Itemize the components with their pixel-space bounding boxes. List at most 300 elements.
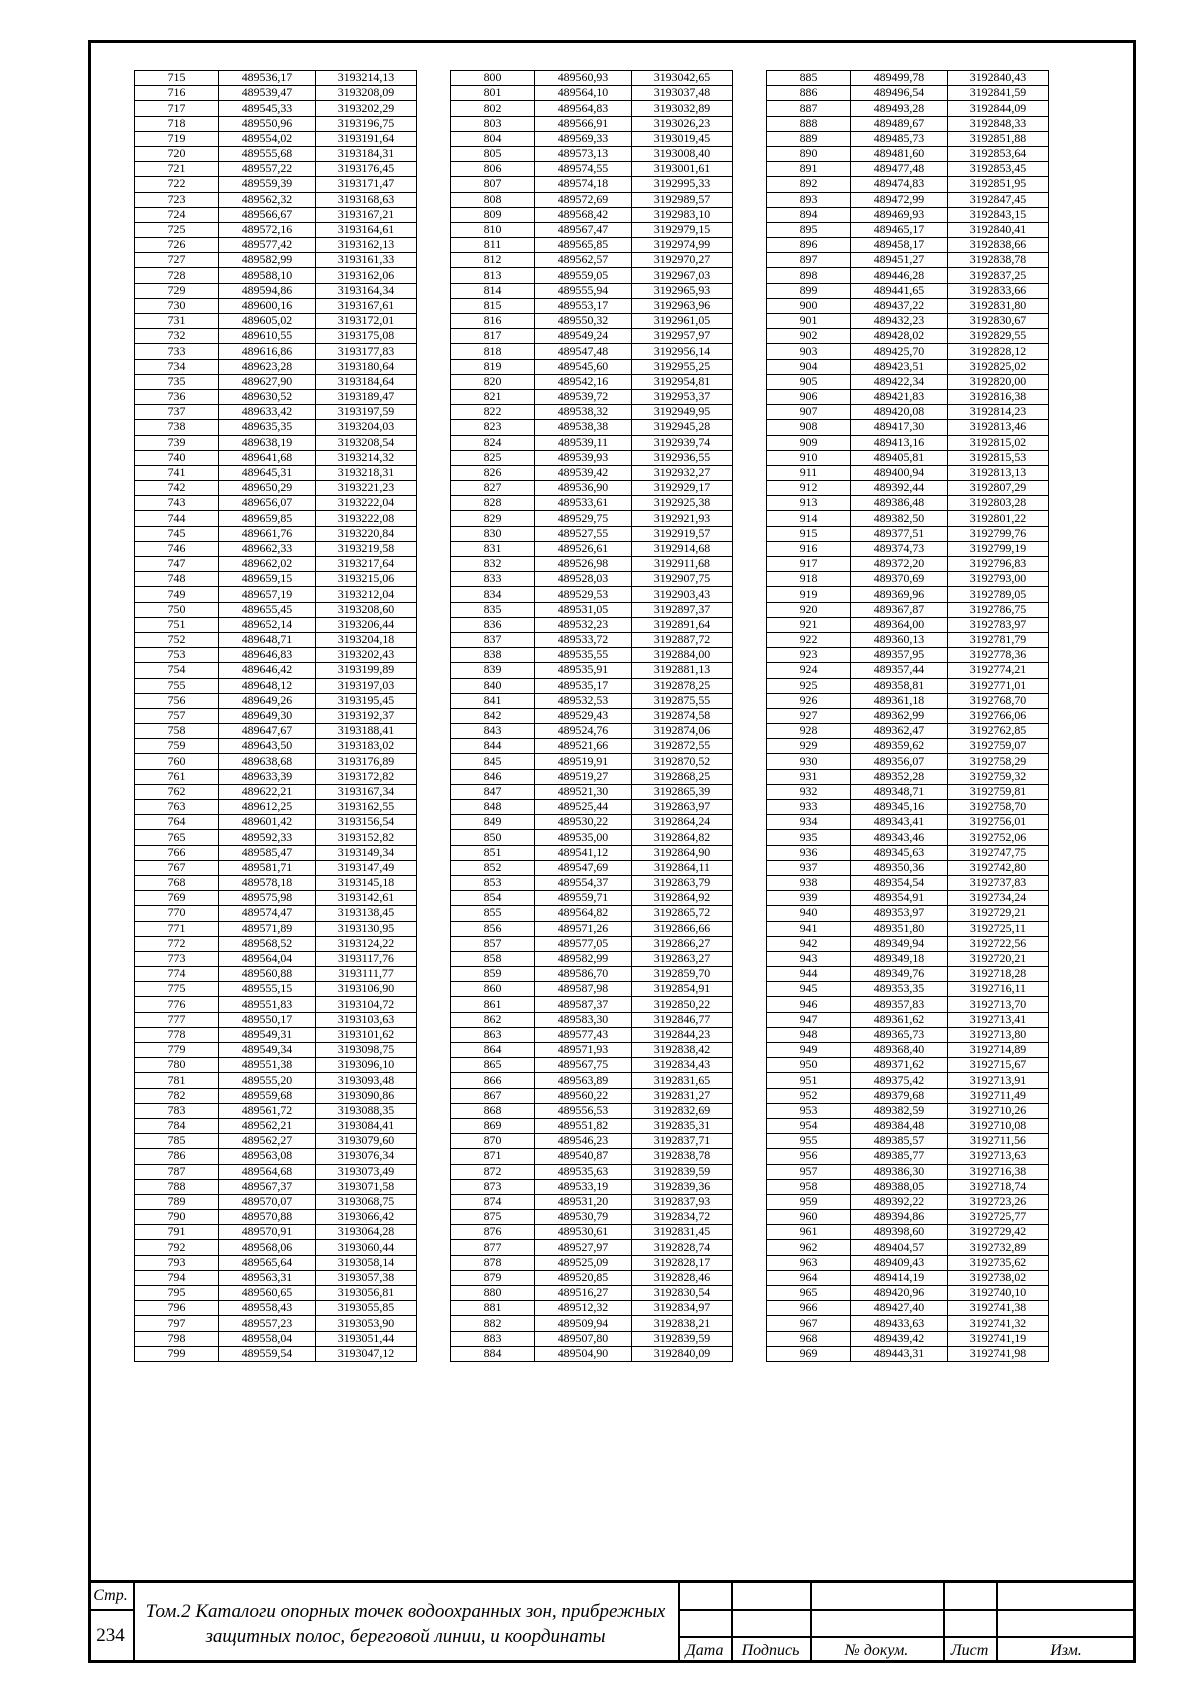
point-number: 880 xyxy=(451,1286,535,1301)
point-number: 967 xyxy=(767,1316,851,1331)
point-number: 741 xyxy=(135,465,219,480)
y-coordinate: 3192953,37 xyxy=(632,389,733,404)
point-number: 932 xyxy=(767,784,851,799)
y-coordinate: 3192713,70 xyxy=(948,997,1049,1012)
y-coordinate: 3193184,31 xyxy=(316,146,417,161)
x-coordinate: 489421,83 xyxy=(851,389,948,404)
table-row xyxy=(767,800,1049,815)
x-coordinate: 489550,17 xyxy=(219,1012,316,1027)
y-coordinate: 3192967,03 xyxy=(632,268,733,283)
x-coordinate: 489547,69 xyxy=(535,860,632,875)
x-coordinate: 489571,89 xyxy=(219,921,316,936)
y-coordinate: 3192713,63 xyxy=(948,1149,1049,1164)
y-coordinate: 3192907,75 xyxy=(632,572,733,587)
y-coordinate: 3193202,29 xyxy=(316,101,417,116)
table-row xyxy=(135,1255,417,1270)
table-row xyxy=(451,481,733,496)
x-coordinate: 489365,73 xyxy=(851,1027,948,1042)
point-number: 727 xyxy=(135,253,219,268)
point-number: 779 xyxy=(135,1043,219,1058)
x-coordinate: 489585,47 xyxy=(219,845,316,860)
table-row xyxy=(135,860,417,875)
y-coordinate: 3192864,24 xyxy=(632,815,733,830)
point-number: 801 xyxy=(451,86,535,101)
y-coordinate: 3192786,75 xyxy=(948,602,1049,617)
point-number: 944 xyxy=(767,967,851,982)
y-coordinate: 3193172,82 xyxy=(316,769,417,784)
point-number: 898 xyxy=(767,268,851,283)
y-coordinate: 3192825,02 xyxy=(948,359,1049,374)
x-coordinate: 489535,55 xyxy=(535,648,632,663)
point-number: 926 xyxy=(767,693,851,708)
point-number: 814 xyxy=(451,283,535,298)
x-coordinate: 489556,53 xyxy=(535,1103,632,1118)
point-number: 802 xyxy=(451,101,535,116)
y-coordinate: 3192830,67 xyxy=(948,314,1049,329)
y-coordinate: 3193051,44 xyxy=(316,1331,417,1346)
y-coordinate: 3192844,09 xyxy=(948,101,1049,116)
x-coordinate: 489392,44 xyxy=(851,481,948,496)
y-coordinate: 3192954,81 xyxy=(632,374,733,389)
table-row xyxy=(135,769,417,784)
point-number: 907 xyxy=(767,405,851,420)
point-number: 925 xyxy=(767,678,851,693)
x-coordinate: 489477,48 xyxy=(851,162,948,177)
table-row xyxy=(135,967,417,982)
y-coordinate: 3193217,64 xyxy=(316,557,417,572)
y-coordinate: 3192847,45 xyxy=(948,192,1049,207)
point-number: 875 xyxy=(451,1210,535,1225)
point-number: 803 xyxy=(451,116,535,131)
y-coordinate: 3192734,24 xyxy=(948,891,1049,906)
y-coordinate: 3193047,12 xyxy=(316,1346,417,1361)
y-coordinate: 3192864,90 xyxy=(632,845,733,860)
y-coordinate: 3193060,44 xyxy=(316,1240,417,1255)
x-coordinate: 489570,88 xyxy=(219,1210,316,1225)
y-coordinate: 3192713,41 xyxy=(948,1012,1049,1027)
point-number: 812 xyxy=(451,253,535,268)
y-coordinate: 3193189,47 xyxy=(316,389,417,404)
x-coordinate: 489474,83 xyxy=(851,177,948,192)
x-coordinate: 489572,69 xyxy=(535,192,632,207)
table-row xyxy=(767,1118,1049,1133)
x-coordinate: 489529,75 xyxy=(535,511,632,526)
point-number: 897 xyxy=(767,253,851,268)
table-row xyxy=(767,329,1049,344)
point-number: 787 xyxy=(135,1164,219,1179)
y-coordinate: 3192983,10 xyxy=(632,207,733,222)
y-coordinate: 3192799,19 xyxy=(948,541,1049,556)
point-number: 794 xyxy=(135,1270,219,1285)
x-coordinate: 489343,41 xyxy=(851,815,948,830)
table-row xyxy=(767,496,1049,511)
x-coordinate: 489569,33 xyxy=(535,131,632,146)
y-coordinate: 3193208,60 xyxy=(316,602,417,617)
x-coordinate: 489535,91 xyxy=(535,663,632,678)
y-coordinate: 3193219,58 xyxy=(316,541,417,556)
y-coordinate: 3193199,89 xyxy=(316,663,417,678)
x-coordinate: 489536,17 xyxy=(219,71,316,86)
table-row xyxy=(135,587,417,602)
point-number: 949 xyxy=(767,1043,851,1058)
x-coordinate: 489509,94 xyxy=(535,1316,632,1331)
y-coordinate: 3192974,99 xyxy=(632,238,733,253)
point-number: 948 xyxy=(767,1027,851,1042)
point-number: 738 xyxy=(135,420,219,435)
y-coordinate: 3192863,27 xyxy=(632,951,733,966)
point-number: 753 xyxy=(135,648,219,663)
y-coordinate: 3192878,25 xyxy=(632,678,733,693)
y-coordinate: 3193008,40 xyxy=(632,146,733,161)
point-number: 789 xyxy=(135,1194,219,1209)
point-number: 887 xyxy=(767,101,851,116)
point-number: 807 xyxy=(451,177,535,192)
y-coordinate: 3192830,54 xyxy=(632,1286,733,1301)
table-row xyxy=(135,1027,417,1042)
point-number: 890 xyxy=(767,146,851,161)
y-coordinate: 3193192,37 xyxy=(316,708,417,723)
point-number: 792 xyxy=(135,1240,219,1255)
point-number: 840 xyxy=(451,678,535,693)
table-row xyxy=(451,465,733,480)
table-row xyxy=(135,162,417,177)
point-number: 847 xyxy=(451,784,535,799)
y-coordinate: 3192864,11 xyxy=(632,860,733,875)
table-row xyxy=(451,344,733,359)
table-row xyxy=(451,1027,733,1042)
table-row xyxy=(451,875,733,890)
y-coordinate: 3192834,43 xyxy=(632,1058,733,1073)
y-coordinate: 3193206,44 xyxy=(316,617,417,632)
table-row xyxy=(135,329,417,344)
point-number: 799 xyxy=(135,1346,219,1361)
date-column-label: Дата xyxy=(685,1642,724,1659)
x-coordinate: 489357,83 xyxy=(851,997,948,1012)
point-number: 791 xyxy=(135,1225,219,1240)
table-row xyxy=(451,450,733,465)
point-number: 846 xyxy=(451,769,535,784)
table-row xyxy=(135,207,417,222)
y-coordinate: 3192919,57 xyxy=(632,526,733,541)
table-row xyxy=(451,253,733,268)
table-row xyxy=(135,602,417,617)
y-coordinate: 3192897,37 xyxy=(632,602,733,617)
x-coordinate: 489577,05 xyxy=(535,936,632,951)
x-coordinate: 489524,76 xyxy=(535,724,632,739)
point-number: 835 xyxy=(451,602,535,617)
point-number: 826 xyxy=(451,465,535,480)
point-number: 751 xyxy=(135,617,219,632)
x-coordinate: 489367,87 xyxy=(851,602,948,617)
y-coordinate: 3192875,55 xyxy=(632,693,733,708)
x-coordinate: 489562,27 xyxy=(219,1134,316,1149)
table-row xyxy=(451,541,733,556)
point-number: 817 xyxy=(451,329,535,344)
point-number: 748 xyxy=(135,572,219,587)
point-number: 896 xyxy=(767,238,851,253)
point-number: 749 xyxy=(135,587,219,602)
point-number: 871 xyxy=(451,1149,535,1164)
y-coordinate: 3193167,34 xyxy=(316,784,417,799)
table-row xyxy=(451,1225,733,1240)
point-number: 951 xyxy=(767,1073,851,1088)
x-coordinate: 489532,23 xyxy=(535,617,632,632)
x-coordinate: 489557,22 xyxy=(219,162,316,177)
point-number: 943 xyxy=(767,951,851,966)
x-coordinate: 489496,54 xyxy=(851,86,948,101)
point-number: 790 xyxy=(135,1210,219,1225)
y-coordinate: 3192738,02 xyxy=(948,1270,1049,1285)
x-coordinate: 489560,65 xyxy=(219,1286,316,1301)
y-coordinate: 3192756,01 xyxy=(948,815,1049,830)
table-row xyxy=(135,541,417,556)
x-coordinate: 489362,99 xyxy=(851,708,948,723)
y-coordinate: 3192911,68 xyxy=(632,557,733,572)
x-coordinate: 489472,99 xyxy=(851,192,948,207)
table-row xyxy=(451,1270,733,1285)
table-row xyxy=(135,222,417,237)
point-number: 849 xyxy=(451,815,535,830)
y-coordinate: 3193079,60 xyxy=(316,1134,417,1149)
x-coordinate: 489550,96 xyxy=(219,116,316,131)
point-number: 729 xyxy=(135,283,219,298)
y-coordinate: 3193164,34 xyxy=(316,283,417,298)
point-number: 831 xyxy=(451,541,535,556)
point-number: 921 xyxy=(767,617,851,632)
table-row xyxy=(451,602,733,617)
x-coordinate: 489564,68 xyxy=(219,1164,316,1179)
y-coordinate: 3193042,65 xyxy=(632,71,733,86)
point-number: 856 xyxy=(451,921,535,936)
table-row xyxy=(451,526,733,541)
x-coordinate: 489545,60 xyxy=(535,359,632,374)
y-coordinate: 3193168,63 xyxy=(316,192,417,207)
x-coordinate: 489555,15 xyxy=(219,982,316,997)
table-row xyxy=(767,754,1049,769)
table-row xyxy=(451,906,733,921)
table-row xyxy=(767,253,1049,268)
x-coordinate: 489571,26 xyxy=(535,921,632,936)
table-row xyxy=(135,891,417,906)
table-row xyxy=(451,329,733,344)
point-number: 750 xyxy=(135,602,219,617)
x-coordinate: 489655,45 xyxy=(219,602,316,617)
table-row xyxy=(135,1103,417,1118)
x-coordinate: 489536,90 xyxy=(535,481,632,496)
y-coordinate: 3193019,45 xyxy=(632,131,733,146)
point-number: 719 xyxy=(135,131,219,146)
point-number: 768 xyxy=(135,875,219,890)
y-coordinate: 3193068,75 xyxy=(316,1194,417,1209)
x-coordinate: 489555,94 xyxy=(535,283,632,298)
y-coordinate: 3193076,34 xyxy=(316,1149,417,1164)
point-number: 885 xyxy=(767,71,851,86)
table-row xyxy=(451,146,733,161)
x-coordinate: 489574,55 xyxy=(535,162,632,177)
point-number: 740 xyxy=(135,450,219,465)
x-coordinate: 489539,11 xyxy=(535,435,632,450)
x-coordinate: 489529,53 xyxy=(535,587,632,602)
y-coordinate: 3192831,65 xyxy=(632,1073,733,1088)
x-coordinate: 489627,90 xyxy=(219,374,316,389)
y-coordinate: 3192793,00 xyxy=(948,572,1049,587)
x-coordinate: 489578,18 xyxy=(219,875,316,890)
x-coordinate: 489647,67 xyxy=(219,724,316,739)
point-number: 721 xyxy=(135,162,219,177)
point-number: 825 xyxy=(451,450,535,465)
x-coordinate: 489540,87 xyxy=(535,1149,632,1164)
point-number: 820 xyxy=(451,374,535,389)
y-coordinate: 3192955,25 xyxy=(632,359,733,374)
table-row xyxy=(451,769,733,784)
x-coordinate: 489638,68 xyxy=(219,754,316,769)
x-coordinate: 489377,51 xyxy=(851,526,948,541)
x-coordinate: 489633,39 xyxy=(219,769,316,784)
y-coordinate: 3192832,69 xyxy=(632,1103,733,1118)
table-row xyxy=(135,1012,417,1027)
table-row xyxy=(135,1270,417,1285)
x-coordinate: 489374,73 xyxy=(851,541,948,556)
table-row xyxy=(451,921,733,936)
y-coordinate: 3192838,42 xyxy=(632,1043,733,1058)
point-number: 892 xyxy=(767,177,851,192)
point-number: 930 xyxy=(767,754,851,769)
x-coordinate: 489354,91 xyxy=(851,891,948,906)
table-row xyxy=(135,784,417,799)
point-number: 860 xyxy=(451,982,535,997)
point-number: 861 xyxy=(451,997,535,1012)
point-number: 723 xyxy=(135,192,219,207)
y-coordinate: 3193084,41 xyxy=(316,1118,417,1133)
point-number: 941 xyxy=(767,921,851,936)
x-coordinate: 489504,90 xyxy=(535,1346,632,1361)
point-number: 868 xyxy=(451,1103,535,1118)
table-row xyxy=(767,86,1049,101)
x-coordinate: 489398,60 xyxy=(851,1225,948,1240)
x-coordinate: 489650,29 xyxy=(219,481,316,496)
point-number: 760 xyxy=(135,754,219,769)
point-number: 961 xyxy=(767,1225,851,1240)
x-coordinate: 489577,42 xyxy=(219,238,316,253)
x-coordinate: 489349,94 xyxy=(851,936,948,951)
table-row xyxy=(135,1179,417,1194)
y-coordinate: 3192725,77 xyxy=(948,1210,1049,1225)
table-row xyxy=(767,769,1049,784)
x-coordinate: 489493,28 xyxy=(851,101,948,116)
table-row xyxy=(767,1331,1049,1346)
x-coordinate: 489643,50 xyxy=(219,739,316,754)
table-row xyxy=(451,830,733,845)
point-number: 774 xyxy=(135,967,219,982)
y-coordinate: 3193064,28 xyxy=(316,1225,417,1240)
x-coordinate: 489364,00 xyxy=(851,617,948,632)
y-coordinate: 3193202,43 xyxy=(316,648,417,663)
table-row xyxy=(451,1316,733,1331)
point-number: 836 xyxy=(451,617,535,632)
y-coordinate: 3193117,76 xyxy=(316,951,417,966)
table-row xyxy=(767,1255,1049,1270)
table-row xyxy=(451,845,733,860)
x-coordinate: 489350,36 xyxy=(851,860,948,875)
point-number: 855 xyxy=(451,906,535,921)
point-number: 945 xyxy=(767,982,851,997)
y-coordinate: 3192768,70 xyxy=(948,693,1049,708)
y-coordinate: 3192716,11 xyxy=(948,982,1049,997)
y-coordinate: 3193147,49 xyxy=(316,860,417,875)
point-number: 939 xyxy=(767,891,851,906)
x-coordinate: 489382,50 xyxy=(851,511,948,526)
table-row xyxy=(451,891,733,906)
y-coordinate: 3192752,06 xyxy=(948,830,1049,845)
x-coordinate: 489541,12 xyxy=(535,845,632,860)
y-coordinate: 3192936,55 xyxy=(632,450,733,465)
table-row xyxy=(767,101,1049,116)
point-number: 782 xyxy=(135,1088,219,1103)
y-coordinate: 3193057,38 xyxy=(316,1270,417,1285)
point-number: 968 xyxy=(767,1331,851,1346)
table-row xyxy=(135,921,417,936)
table-row xyxy=(767,572,1049,587)
x-coordinate: 489582,99 xyxy=(219,253,316,268)
table-row xyxy=(451,632,733,647)
table-row xyxy=(135,1058,417,1073)
y-coordinate: 3192863,97 xyxy=(632,800,733,815)
table-row xyxy=(451,967,733,982)
y-coordinate: 3192853,45 xyxy=(948,162,1049,177)
x-coordinate: 489570,07 xyxy=(219,1194,316,1209)
point-number: 899 xyxy=(767,283,851,298)
x-coordinate: 489565,85 xyxy=(535,238,632,253)
y-coordinate: 3192725,11 xyxy=(948,921,1049,936)
x-coordinate: 489469,93 xyxy=(851,207,948,222)
table-row xyxy=(451,1255,733,1270)
table-row xyxy=(767,982,1049,997)
point-number: 864 xyxy=(451,1043,535,1058)
y-coordinate: 3192864,92 xyxy=(632,891,733,906)
point-number: 829 xyxy=(451,511,535,526)
y-coordinate: 3192723,26 xyxy=(948,1194,1049,1209)
point-number: 963 xyxy=(767,1255,851,1270)
table-row xyxy=(767,860,1049,875)
table-row xyxy=(451,116,733,131)
point-number: 893 xyxy=(767,192,851,207)
table-row xyxy=(451,86,733,101)
table-row xyxy=(767,1088,1049,1103)
point-number: 956 xyxy=(767,1149,851,1164)
point-number: 915 xyxy=(767,526,851,541)
point-number: 843 xyxy=(451,724,535,739)
point-number: 912 xyxy=(767,481,851,496)
point-number: 827 xyxy=(451,481,535,496)
x-coordinate: 489352,28 xyxy=(851,769,948,784)
x-coordinate: 489451,27 xyxy=(851,253,948,268)
table-row xyxy=(451,314,733,329)
x-coordinate: 489564,10 xyxy=(535,86,632,101)
x-coordinate: 489638,19 xyxy=(219,435,316,450)
table-row xyxy=(767,875,1049,890)
coordinate-table-3 xyxy=(766,70,1049,1362)
table-row xyxy=(767,71,1049,86)
y-coordinate: 3192932,27 xyxy=(632,465,733,480)
table-row xyxy=(451,359,733,374)
point-number: 770 xyxy=(135,906,219,921)
table-row xyxy=(767,526,1049,541)
table-row xyxy=(451,192,733,207)
y-coordinate: 3192851,88 xyxy=(948,131,1049,146)
y-coordinate: 3192828,12 xyxy=(948,344,1049,359)
y-coordinate: 3192799,76 xyxy=(948,526,1049,541)
y-coordinate: 3193098,75 xyxy=(316,1043,417,1058)
